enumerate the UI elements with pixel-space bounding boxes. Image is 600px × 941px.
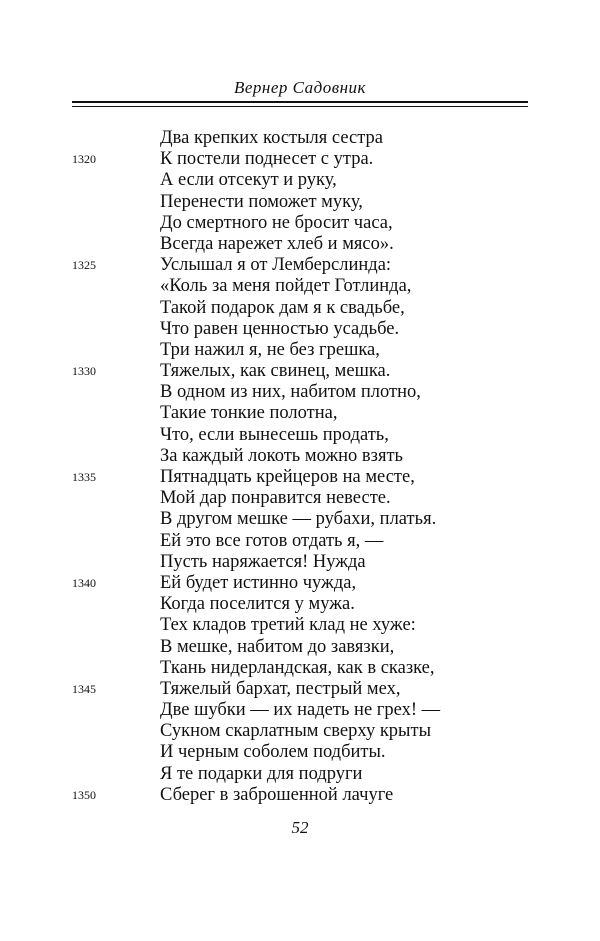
verse-text: К постели поднесет с утра. <box>160 149 374 170</box>
verse-line <box>0 425 600 446</box>
verse-line <box>0 488 600 509</box>
verse-line <box>0 170 600 191</box>
verse-text: Всегда нарежет хлеб и мясо». <box>160 233 394 254</box>
verse-line <box>0 382 600 403</box>
verse-text: Три нажил я, не без грешка, <box>160 339 380 360</box>
verse-line <box>0 700 600 721</box>
verse-line <box>0 234 600 255</box>
header-rule-thin <box>72 106 528 107</box>
verse-text: Когда поселится у мужа. <box>160 594 355 615</box>
page-number: 52 <box>291 818 309 837</box>
verse-line <box>0 552 600 573</box>
verse-text: В одном из них, набитом плотно, <box>160 382 421 403</box>
line-number: 1335 <box>72 470 96 484</box>
verse-text: Такой подарок дам я к свадьбе, <box>160 297 405 318</box>
verse-text: До смертного не бросит часа, <box>160 212 393 233</box>
verse-line <box>0 509 600 530</box>
verse-text: Перенести поможет муку, <box>160 191 363 212</box>
verse-line <box>0 319 600 340</box>
verse-text: Ей будет истинно чужда, <box>160 572 357 593</box>
verse-line <box>0 298 600 319</box>
verse-text: В мешке, набитом до завязки, <box>160 636 395 657</box>
verse-line <box>0 361 600 382</box>
verse-line <box>0 679 600 700</box>
verse-text: Пятнадцать крейцеров на месте, <box>160 467 415 487</box>
verse-text: «Коль за меня пойдет Готлинда, <box>160 276 412 297</box>
verse-line <box>0 531 600 552</box>
running-header: Вернер Садовник <box>234 78 366 97</box>
verse-line <box>0 764 600 785</box>
line-number: 1330 <box>72 364 96 379</box>
verse-line <box>0 721 600 742</box>
verse-line <box>0 149 600 170</box>
line-number: 1350 <box>72 787 96 802</box>
verse-line <box>0 446 600 467</box>
line-number: 1345 <box>72 681 96 696</box>
verse-text: Услышал я от Лемберслинда: <box>160 255 392 276</box>
verse-text: Ей это все готов отдать я, — <box>160 530 384 551</box>
verse-text: Сберег в заброшенной лачуге <box>160 784 394 805</box>
verse-text: И черным соболем подбиты. <box>160 742 386 763</box>
verse-line <box>0 573 600 594</box>
verse-line <box>0 785 600 806</box>
verse-text: Тяжелых, как свинец, мешка. <box>160 361 391 382</box>
verse-line <box>0 615 600 636</box>
verse-line <box>0 128 600 149</box>
verse-text: Что равен ценностью усадьбе. <box>160 318 400 339</box>
verse-line <box>0 192 600 213</box>
verse-text: Тяжелый бархат, пестрый мех, <box>160 678 401 699</box>
verse-text: Сукном скарлатным сверху крыты <box>160 721 431 742</box>
verse-text: Я те подарки для подруги <box>160 763 363 784</box>
verse-line <box>0 213 600 234</box>
line-number: 1320 <box>72 152 96 167</box>
verse-text: Две шубки — их надеть не грех! — <box>160 700 441 721</box>
verse-text: Такие тонкие полотна, <box>160 403 338 424</box>
poem-body <box>0 128 600 806</box>
verse-line <box>0 255 600 276</box>
verse-text: В другом мешке — рубахи, платья. <box>160 509 437 530</box>
line-number: 1340 <box>72 575 96 590</box>
verse-line <box>0 276 600 297</box>
header-rule-thick <box>72 101 528 103</box>
line-number: 1325 <box>72 258 96 273</box>
verse-line <box>0 594 600 615</box>
verse-line <box>0 742 600 763</box>
verse-text: Что, если вынесешь продать, <box>160 424 389 445</box>
verse-line <box>0 637 600 658</box>
verse-text: Мой дар понравится невесте. <box>160 488 391 509</box>
verse-line <box>0 658 600 679</box>
verse-text: За каждый локоть можно взять <box>160 445 403 466</box>
verse-text: А если отсекут и руку, <box>160 170 337 191</box>
verse-line <box>0 467 600 488</box>
verse-text: Ткань нидерландская, как в сказке, <box>160 657 435 678</box>
verse-text: Пусть наряжается! Нужда <box>160 551 366 572</box>
verse-text: Тех кладов третий клад не хуже: <box>160 615 416 636</box>
verse-line <box>0 403 600 424</box>
verse-line <box>0 340 600 361</box>
verse-text: Два крепких костыля сестра <box>160 128 384 148</box>
